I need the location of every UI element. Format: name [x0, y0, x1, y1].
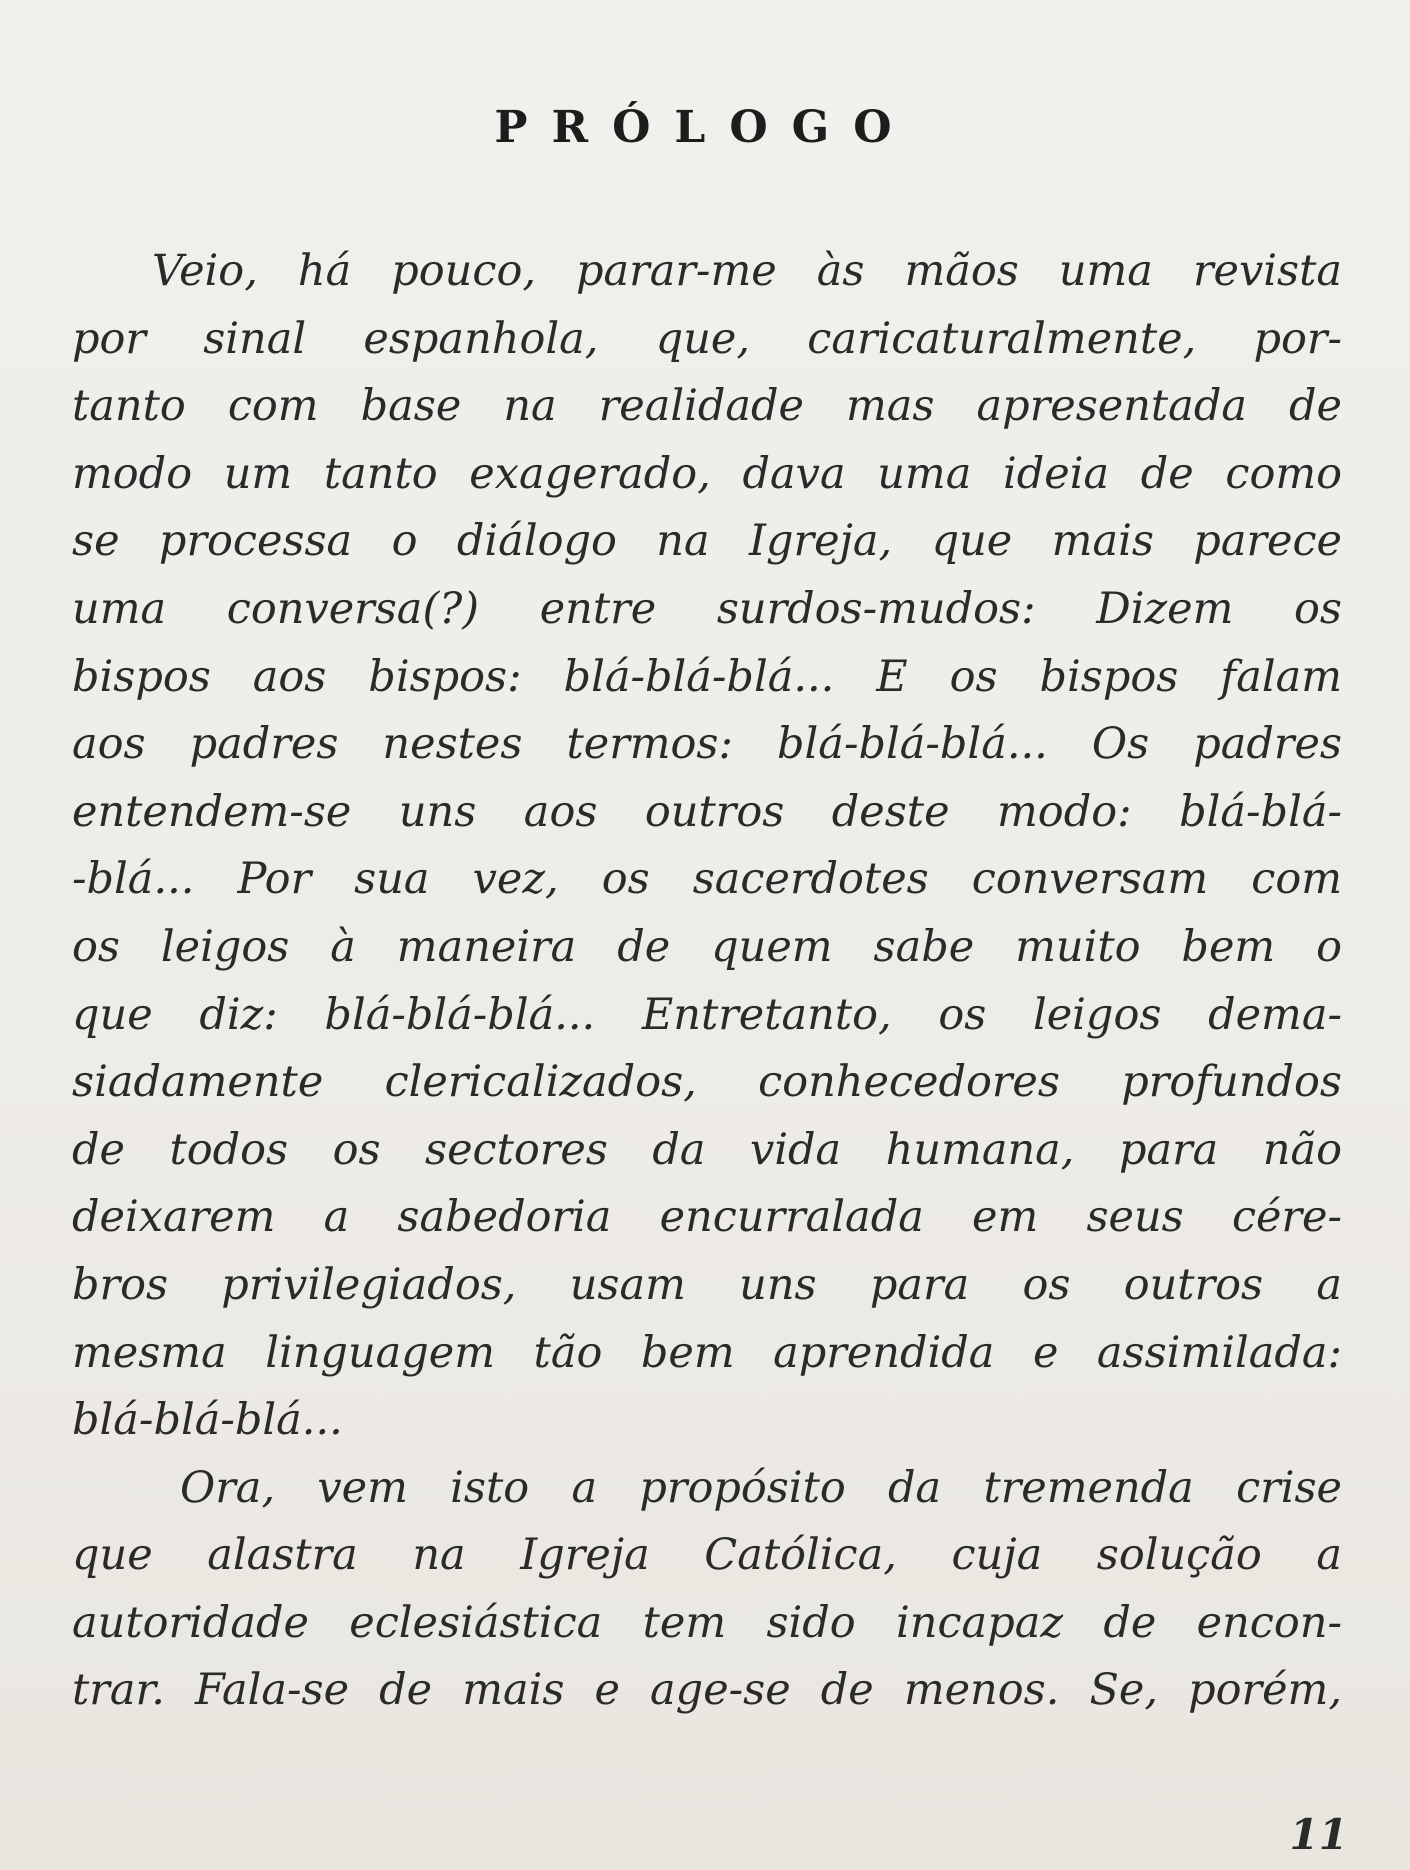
text-line: -blá... Por sua vez, os sacerdotes conversam com: [72, 854, 1342, 905]
chapter-heading: PRÓLOGO: [494, 102, 916, 153]
text-line: bros privilegiados, usam uns para os outros a: [72, 1259, 1342, 1310]
text-line: que alastra na Igreja Católica, cuja solução a: [72, 1530, 1342, 1581]
paragraph-2: [72, 1455, 1342, 1725]
text-line: siadamente clericalizados, conhecedores profundos: [72, 1057, 1342, 1108]
body-text: [72, 238, 1342, 1725]
text-line: uma conversa(?) entre surdos-mudos: Dizem os: [72, 583, 1342, 634]
text-line: deixarem a sabedoria encurralada em seus cére-: [72, 1192, 1342, 1243]
text-line: se processa o diálogo na Igreja, que mais parece: [72, 516, 1342, 567]
text-line: entendem-se uns aos outros deste modo: blá-blá-: [72, 786, 1342, 837]
page-number: 11: [1289, 1810, 1348, 1859]
text-line: autoridade eclesiástica tem sido incapaz de encon-: [72, 1597, 1342, 1648]
text-line: mesma linguagem tão bem aprendida e assimilada:: [72, 1327, 1342, 1378]
text-line: blá-blá-blá...: [72, 1395, 343, 1446]
paragraph-1: [72, 238, 1342, 1455]
text-line: os leigos à maneira de quem sabe muito bem o: [72, 921, 1342, 972]
text-line: tanto com base na realidade mas apresentada de: [72, 381, 1342, 432]
text-line: aos padres nestes termos: blá-blá-blá... Os padres: [72, 719, 1342, 770]
text-line: por sinal espanhola, que, caricaturalmente, por-: [72, 313, 1342, 364]
text-line: Ora, vem isto a propósito da tremenda crise: [180, 1462, 1342, 1513]
text-line: Veio, há pouco, parar-me às mãos uma revista: [152, 246, 1342, 296]
text-line: que diz: blá-blá-blá... Entretanto, os leigos dema-: [72, 989, 1342, 1040]
text-line: modo um tanto exagerado, dava uma ideia de como: [72, 448, 1342, 499]
text-line: de todos os sectores da vida humana, para não: [72, 1124, 1342, 1175]
text-line: trar. Fala-se de mais e age-se de menos. Se, porém,: [72, 1665, 1342, 1716]
text-line: bispos aos bispos: blá-blá-blá... E os bispos falam: [72, 651, 1342, 702]
